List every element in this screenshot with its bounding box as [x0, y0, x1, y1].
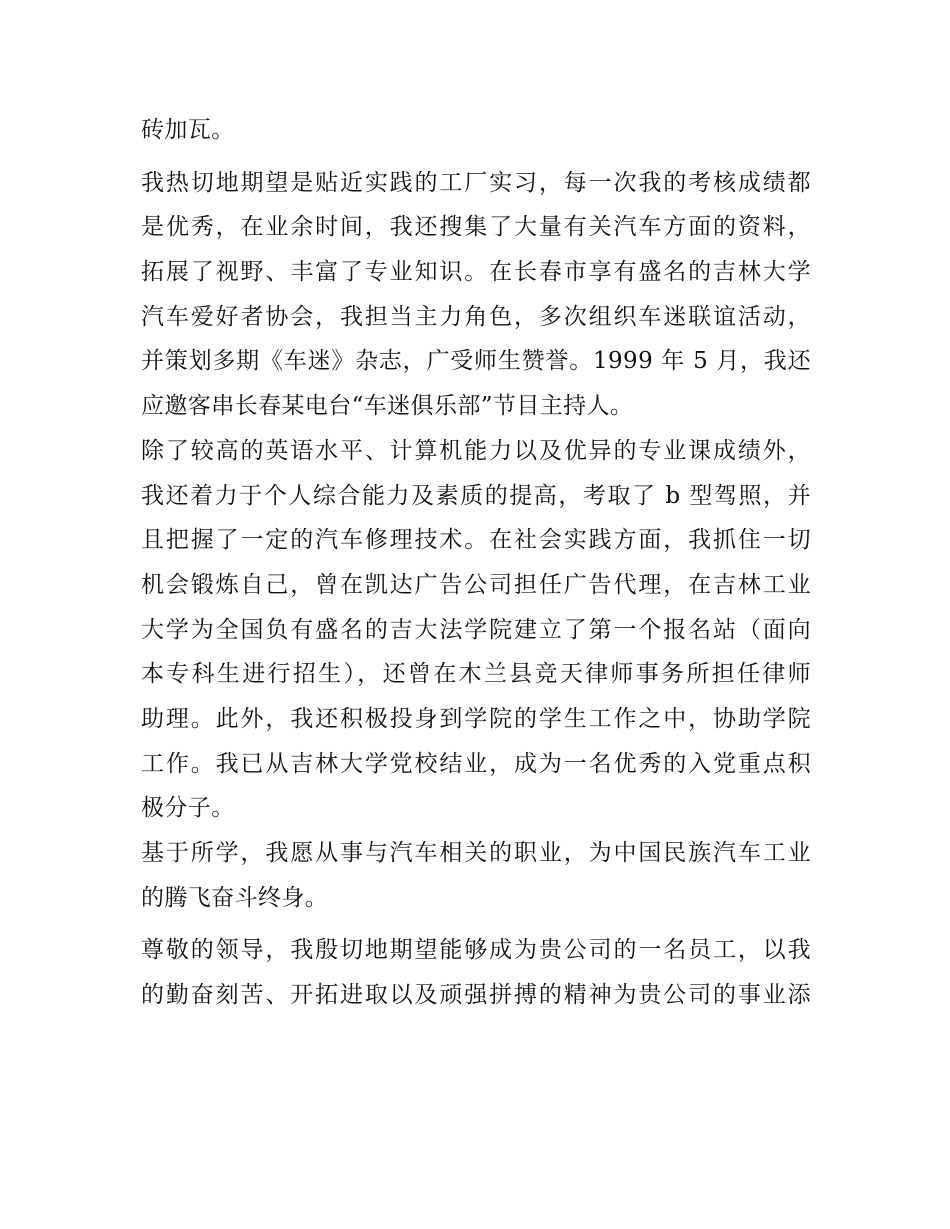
document-body [141, 108, 811, 1018]
text-line: 大学为全国负有盛名的吉大法学院建立了第一个报名站（面向 [141, 616, 811, 643]
text-line: 应邀客串长春某电台“车迷俱乐部”节目主持人。 [141, 393, 634, 420]
text-line: 汽车爱好者协会，我担当主力角色，多次组织车迷联谊活动， [141, 303, 811, 330]
text-line: 本专科生进行招生），还曾在木兰县竞天律师事务所担任律师 [141, 661, 811, 688]
text-line: 砖加瓦。 [141, 117, 235, 143]
text-line: 工作。我已从吉林大学党校结业，成为一名优秀的入党重点积 [141, 750, 811, 777]
text-line: 的勤奋刻苦、开拓进取以及顽强拼搏的精神为贵公司的事业添 [141, 982, 811, 1009]
text-line: 助理。此外，我还积极投身到学院的学生工作之中，协助学院 [141, 705, 811, 732]
text-line: 除了较高的英语水平、计算机能力以及优异的专业课成绩外， [141, 437, 811, 464]
text-line: 是优秀，在业余时间，我还搜集了大量有关汽车方面的资料， [141, 214, 811, 241]
text-line: 我热切地期望是贴近实践的工厂实习，每一次我的考核成绩都 [141, 169, 811, 196]
text-line: 且把握了一定的汽车修理技术。在社会实践方面，我抓住一切 [141, 527, 811, 554]
paragraph [141, 429, 811, 831]
text-line: 的腾飞奋斗终身。 [141, 884, 329, 911]
text-line: 基于所学，我愿从事与汽车相关的职业，为中国民族汽车工业 [141, 840, 811, 866]
text-line: 极分子。 [141, 795, 235, 822]
text-line: 拓展了视野、丰富了专业知识。在长春市享有盛名的吉林大学 [141, 259, 811, 286]
paragraph [141, 161, 811, 429]
paragraph [141, 928, 811, 1017]
text-line: 我还着力于个人综合能力及素质的提高，考取了 b 型驾照，并 [141, 482, 811, 509]
text-line: 并策划多期《车迷》杂志，广受师生赞誉。1999 年 5 月，我还 [141, 348, 811, 375]
text-line: 机会锻炼自己，曾在凯达广告公司担任广告代理，在吉林工业 [141, 571, 811, 598]
paragraph [141, 108, 811, 153]
paragraph [141, 831, 811, 920]
text-line: 尊敬的领导，我殷切地期望能够成为贵公司的一名员工，以我 [141, 937, 811, 964]
